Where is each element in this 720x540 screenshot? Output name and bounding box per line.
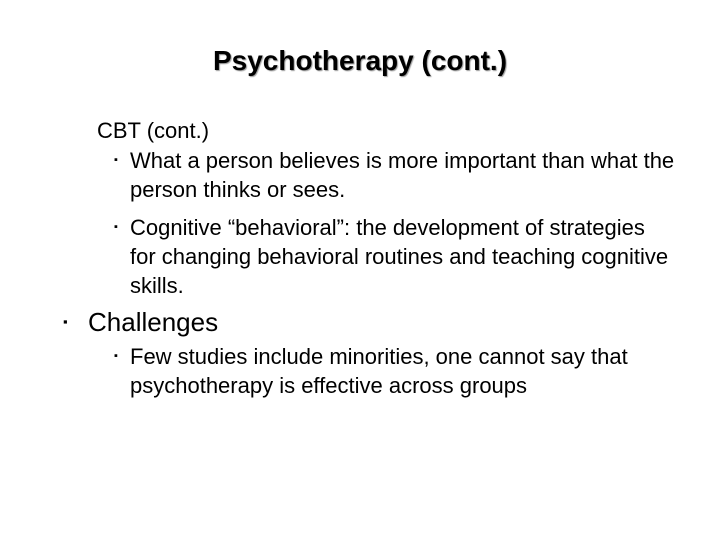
square-bullet-icon: ▪	[114, 221, 118, 233]
square-bullet-icon: ▪	[114, 154, 118, 166]
square-bullet-icon: ▪	[114, 350, 118, 362]
cbt-item-text: What a person believes is more important than what the person thinks or sees.	[130, 148, 675, 202]
cbt-label: CBT (cont.)	[97, 118, 210, 143]
square-bullet-icon: ▪	[63, 314, 68, 329]
slide-title: Psychotherapy (cont.)	[212, 45, 508, 76]
challenges-heading: Challenges	[88, 307, 219, 337]
challenges-item-text: Few studies include minorities, one cannot say that psychotherapy is effective across groups	[130, 344, 628, 398]
cbt-item-text: Cognitive “behavioral”: the development of strategies for changing behavioral routines and teaching cognitive skills.	[130, 215, 669, 298]
